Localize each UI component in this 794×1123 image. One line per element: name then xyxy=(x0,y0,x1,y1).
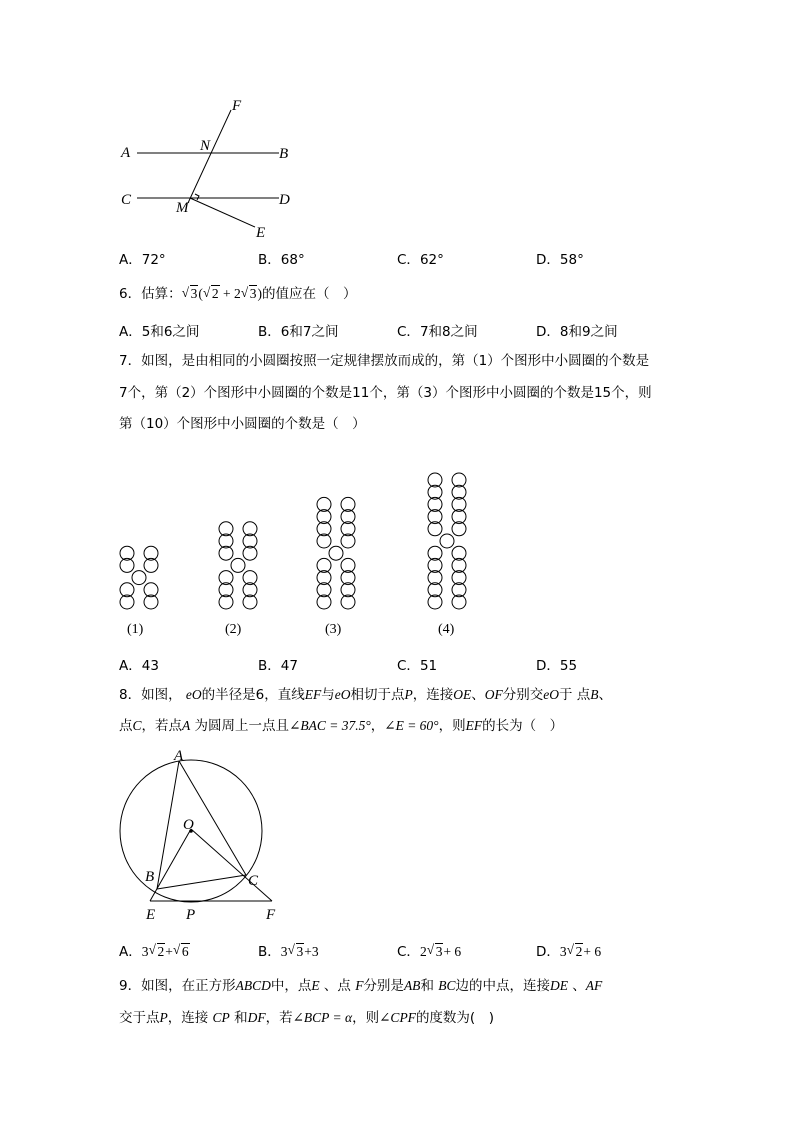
q7-option-b[interactable]: B．47 xyxy=(258,658,298,674)
q5-option-a[interactable]: A．72° xyxy=(119,252,166,268)
q6-stem: 6．估算：√ 3(√ 2 + 2√ 3)的值应在（ ） xyxy=(119,284,356,304)
q6-options xyxy=(119,320,679,340)
q5-option-d[interactable]: D．58° xyxy=(536,252,584,268)
fig-label-o: O xyxy=(183,817,194,833)
q5-options xyxy=(119,248,679,268)
fig-label-p: P xyxy=(186,907,196,923)
parallel-lines-figure xyxy=(115,95,315,245)
label-m: M xyxy=(176,200,189,216)
q6-option-d[interactable]: D．8和9之间 xyxy=(536,324,618,340)
fig-label-a: A xyxy=(174,748,184,764)
pattern-label-1: (1) xyxy=(127,622,144,637)
q7-stem-line-1: 7．如图，是由相同的小圆圈按照一定规律摆放而成的，第（1）个图形中小圆圈的个数是 xyxy=(119,353,650,369)
q7-option-a[interactable]: A．43 xyxy=(119,658,159,674)
q9-stem-line-2: 交于点P，连接 CP 和DF，若∠BCP = α，则∠CPF的度数为( ) xyxy=(119,1010,494,1026)
line-mf xyxy=(188,110,231,203)
pattern-2-middle-circle xyxy=(231,558,245,572)
segment-oe xyxy=(150,829,191,901)
q5-option-b[interactable]: B．68° xyxy=(258,252,305,268)
fig-label-b: B xyxy=(145,869,155,885)
q7-stem-line-2: 7个，第（2）个图形中小圆圈的个数是11个，第（3）个图形中小圆圈的个数是15个，则 xyxy=(119,385,652,401)
q6-option-a[interactable]: A．5和6之间 xyxy=(119,324,200,340)
label-d: D xyxy=(279,192,290,208)
pattern-4-middle-circle xyxy=(440,534,454,548)
pattern-label-4: (4) xyxy=(438,622,455,637)
q8-option-d[interactable]: D．3√ 2+ 6 xyxy=(536,940,601,960)
label-a: A xyxy=(121,145,131,161)
q8-option-b[interactable]: B．3√ 3+3 xyxy=(258,940,319,960)
circle-tangent-figure xyxy=(110,742,310,927)
label-f: F xyxy=(232,98,242,114)
q7-stem-line-3: 第（10）个图形中小圆圈的个数是（ ） xyxy=(119,416,366,432)
q8-stem-line-1: 8．如图， eO的半径是6，直线EF与eO相切于点P，连接OE、OF分别交eO于 点B、 xyxy=(119,687,613,703)
segment-bc xyxy=(157,875,246,889)
q8-option-c[interactable]: C．2√ 3+ 6 xyxy=(397,940,461,960)
label-e: E xyxy=(256,225,266,241)
segment-of xyxy=(191,829,272,901)
fig-label-e: E xyxy=(146,907,156,923)
label-b: B xyxy=(279,146,289,162)
pattern-1-middle-circle xyxy=(132,571,146,585)
q7-options xyxy=(119,654,679,674)
q9-stem-line-1: 9．如图，在正方形ABCD中，点E 、点 F分别是AB和 BC边的中点，连接DE 、AF xyxy=(119,978,603,994)
q8-stem-line-2: 点C，若点A 为圆周上一点且∠BAC = 37.5°，∠E = 60°，则EF的长为（ ） xyxy=(119,718,564,734)
q6-option-b[interactable]: B．6和7之间 xyxy=(258,324,339,340)
pattern-label-3: (3) xyxy=(325,622,342,637)
right-angle-mark xyxy=(195,194,199,200)
circle-pattern-figure xyxy=(110,445,490,645)
pattern-3-middle-circle xyxy=(329,546,343,560)
q7-option-d[interactable]: D．55 xyxy=(536,658,578,674)
fig-label-f: F xyxy=(266,907,276,923)
label-n: N xyxy=(200,138,211,154)
q8-option-a[interactable]: A．3√ 2+√ 6 xyxy=(119,940,190,960)
q8-options xyxy=(119,940,679,960)
label-c: C xyxy=(121,192,132,208)
q7-option-c[interactable]: C．51 xyxy=(397,658,438,674)
q5-option-c[interactable]: C．62° xyxy=(397,252,444,268)
line-me xyxy=(190,198,255,227)
q6-option-c[interactable]: C．7和8之间 xyxy=(397,324,478,340)
fig-label-c: C xyxy=(248,873,259,889)
q6-expression: √ 3(√ 2 + 2√ 3) xyxy=(182,286,262,301)
pattern-label-2: (2) xyxy=(225,622,242,637)
